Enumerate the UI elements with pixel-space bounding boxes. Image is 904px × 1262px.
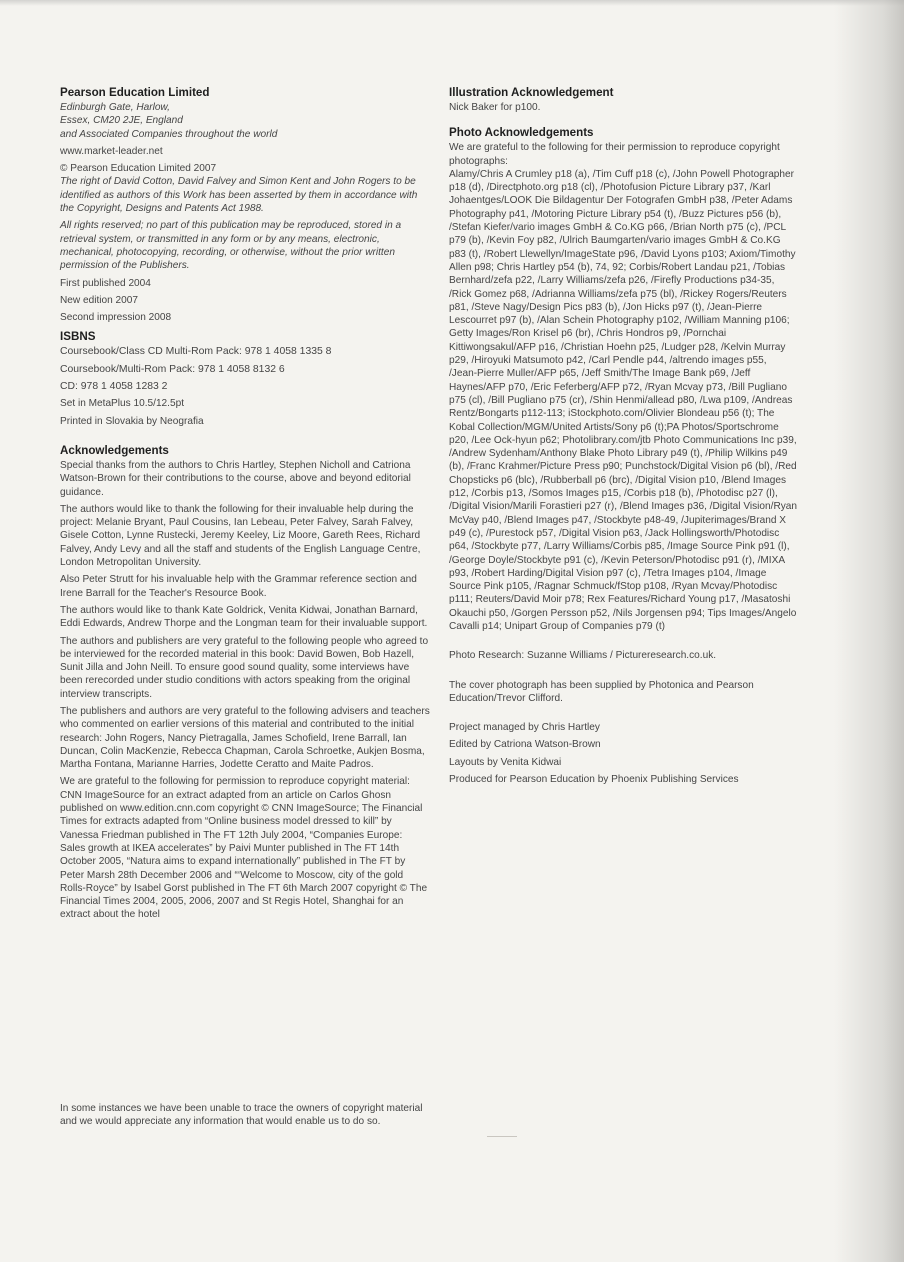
credit-layouts: Layouts by Venita Kidwai [449, 756, 562, 768]
isbns-heading: ISBNS [60, 330, 96, 344]
address-line-3: and Associated Companies throughout the world [60, 128, 278, 140]
photo-intro: We are grateful to the following for their permission to reproduce copyright photographs: [449, 142, 780, 167]
ack-paragraph-3: Also Peter Strutt for his invaluable help with the Grammar reference section and Irene Barrall for the Teacher's Resource Book. [60, 574, 417, 599]
copyright-line: © Pearson Education Limited 2007 [60, 163, 217, 175]
ack-paragraph-2: The authors would like to thank the following for their invaluable help during the project: Melanie Bryant, Paul Cousins, Ian Lebeau, Peter Falvey, Sarah Falvey, Gisele Cotton, Lynne Rustecki, Jeremy Keeley, Liz Moore, Gareth Rees, Richard Falvey, Andy Levy and all the staff and students of the English Language Centre, London Metropolitan University. [60, 503, 421, 569]
credit-producer: Produced for Pearson Education by Phoenix Publishing Services [449, 774, 739, 786]
illustration-text: Nick Baker for p100. [449, 102, 541, 113]
credit-editor: Edited by Catriona Watson-Brown [449, 739, 601, 751]
ack-paragraph-6: The publishers and authors are very grateful to the following advisers and teachers who commented on earlier versions of this material and contributed to the initial research: John Rogers, Nancy Pietragalla, James Schofield, Irene Barrall, Ian Duncan, Colin MacKenzie, Rebecca Chapman, Carola Schroetke, Aukjen Bosma, Martha Fontana, Marianne Harries, Jodette Ceratto and Maite Padros. [60, 705, 430, 771]
isbn-line-2: Coursebook/Multi-Rom Pack: 978 1 4058 8132 6 [60, 363, 285, 375]
new-edition: New edition 2007 [60, 294, 138, 306]
photo-credits-text: Alamy/Chris A Crumley p18 (a), /Tim Cuff p18 (c), /John Powell Photographer p18 (d), /Directphoto.org p18 (cl), /Photofusion Picture Library p37, /Karl Johaentges/LOOK Die Bildagentur Der Fotografen GmbH p38, /Peter Adams Photography p41, /Motoring Picture Library p54 (t), /Buzz Pictures p56 (b), /Stefan Kiefer/vario images GmbH & Co.KG p66, /Brian North p75 (c), /PCL p79 (b), /Kevin Foy p82, /Ulrich Baumgarten/vario images GmbH & Co.KG p83 (t), /Robert Llewellyn/ImageState p96, /David Lyons p103; Axiom/Timothy Allen p98; Chris Hartley p54 (b), 74, 92; Corbis/Robert Landau p21, /Tobias Bernhard/zefa p22, /Larry Williams/zefa p26, /Firefly Productions p34-35, /Rick Gomez p68, /Adrianna Williams/zefa p75 (bl), /Rickey Rogers/Reuters p81, /Steve Nagy/Design Pics p83 (b), /Jon Hicks p97 (t), /Jean-Pierre Lescourret p97 (b), /Alan Schein Photography p102, /William Manning p106; Getty Images/Ron Krisel p6 (br), /Chris Hondros p9, /Pornchai Kittiwongsakul/AFP p16, /Christian Hoehn p25, /Ludger p28, /Kelvin Murray p29, /Hiroyuki Matsumoto p42, /Carl Pendle p44, /altrendo images p55, /Jean-Pierre Muller/AFP p65, /Jeff Smith/The Image Bank p69, /Jeff Haynes/AFP p70, /Eric Feferberg/AFP p72, /Ryan Mcvay p73, /Bill Pugliano p75 (cl), /Bill Pugliano p75 (cr), /Shin Henmi/allead p80, /Lwa p109, /Andreas Rentz/Bongarts p112-113; iStockphoto.com/Olivier Blondeau p56 (t); The Kobal Collection/MGM/United Artists/Sony p6 (t);PA Photos/Sportschrome p20, /Lee Ock-hyun p62; Photolibrary.com/jtb Photo Communications Inc p39, /Andrew Sydenham/Anthony Blake Photo Library p49 (t), /Philip Wilkins p49 (b), /Franc Krahmer/Picture Press p90; Punchstock/Digital Vision p6 (bl), /Red Chopsticks p6 (blc), /Rubberball p6 (brc), /Digital Vision p10, /Blend Images p12, /Corbis p13, /Somos Images p15, /Corbis p18 (b), /Photodisc p27 (l), /Digital Vision/Marili Forastieri p27 (r), /Blend Images p36, /Digital Vision/Ryan McVay p40, /Blend Images p47, /Stockbyte p48-49, /Jupiterimages/Brand X p49 (c), /Purestock p57, /Digital Vision p63, /Jack Hollingsworth/Photodisc p64, /Stockbyte p77, /Larry Williams/Corbis p85, /Image Source Pink p91 (l), /George Doyle/Stockbyte p91 (c), /Kevin Peterson/Photodisc p91 (r), /MIXA p93, /Robert Harding/Digital Vision p97 (c), /Tetra Images p104, /Image Source Pink p105, /Ragnar Schmuck/fStop p108, /Ryan Mcvay/Photodisc p111; Reuters/David Moir p78; Rex Features/Richard Young p17, /Masatoshi Okauchi p50, /Gorgen Persson p52, /Nils Jorgensen p94; Tips Images/Angelo Cavalli p14; Unipart Group of Companies p79 (t) [449, 168, 798, 632]
first-published: First published 2004 [60, 277, 151, 289]
scan-smudge [487, 1136, 517, 1137]
address-line-1: Edinburgh Gate, Harlow, [60, 102, 170, 113]
illustration-heading: Illustration Acknowledgement [449, 86, 614, 99]
copyright-permission-intro: We are grateful to the following for permission to reproduce copyright material: [60, 776, 410, 788]
printed-in: Printed in Slovakia by Neografia [60, 415, 204, 427]
address-line-2: Essex, CM20 2JE, England [60, 115, 183, 127]
credit-project-manager: Project managed by Chris Hartley [449, 722, 600, 734]
page-top-edge [0, 0, 904, 6]
left-column [60, 86, 430, 922]
author-rights: The right of David Cotton, David Falvey and Simon Kent and John Rogers to be identified as authors of this Work has been asserted by them in accordance with the Copyright, Designs and Patents Act 1988. [60, 176, 418, 215]
publisher-heading: Pearson Education Limited [60, 86, 210, 99]
page-right-edge-shadow [834, 0, 904, 1262]
photo-heading: Photo Acknowledgements [449, 126, 594, 140]
copyright-permission-text: CNN ImageSource for an extract adapted from an article on Carlos Ghosn published on www.edition.cnn.com copyright © CNN ImageSource; The Financial Times for extracts adapted from “Online business model dressed to kill” by Vanessa Friedman published in The FT 12th July 2004, “Companies Europe: Sales growth at IKEA accelerates” by Paivi Munter published in The FT 14th October 2005, “Natura aims to expand internationally” published in The FT by Peter Marsh 28th December 2006 and “‘Welcome to Moscow, city of the gold Rolls-Royce” by Isabel Gorst published in The FT 6th March 2007 copyright © The Financial Times 2004, 2005, 2006, 2007 and St Regis Hotel, Shanghai for an extract about the hotel [60, 789, 428, 921]
ack-paragraph-1: Special thanks from the authors to Chris Hartley, Stephen Nicholl and Catriona Watson-Brown for their contributions to the course, above and beyond editorial guidance. [60, 459, 411, 498]
rights-reserved: All rights reserved; no part of this publication may be reproduced, stored in a retrieval system, or transmitted in any form or by any means, electronic, mechanical, photocopying, recording, or otherwise, without the prior written permission of the Publishers. [60, 220, 402, 272]
website: www.market-leader.net [60, 145, 163, 157]
cover-photo-credit: The cover photograph has been supplied by Photonica and Pearson Education/Trevor Clifford. [449, 679, 754, 704]
isbn-line-1: Coursebook/Class CD Multi-Rom Pack: 978 1 4058 1335 8 [60, 346, 332, 358]
right-column [449, 86, 797, 790]
acknowledgements-heading: Acknowledgements [60, 443, 169, 457]
ack-paragraph-5: The authors and publishers are very grateful to the following people who agreed to be interviewed for the recorded material in this book: David Bowen, Bob Hazell, Sunit Jilla and John Neill. To ensure good sound quality, some interviews have been rerecorded under studio conditions with actors speaking from the original interview transcripts. [60, 635, 429, 700]
untraced-owners-note: In some instances we have been unable to trace the owners of copyright material and we would appreciate any information that would enable us to do so. [60, 1103, 423, 1128]
second-impression: Second impression 2008 [60, 312, 172, 324]
set-in-font: Set in MetaPlus 10.5/12.5pt [60, 398, 185, 410]
photo-research: Photo Research: Suzanne Williams / Pictureresearch.co.uk. [449, 650, 717, 662]
ack-paragraph-4: The authors would like to thank Kate Goldrick, Venita Kidwai, Jonathan Barnard, Eddi Edwards, Andrew Thorpe and the Longman team for their invaluable support. [60, 604, 428, 630]
isbn-line-3: CD: 978 1 4058 1283 2 [60, 381, 168, 393]
